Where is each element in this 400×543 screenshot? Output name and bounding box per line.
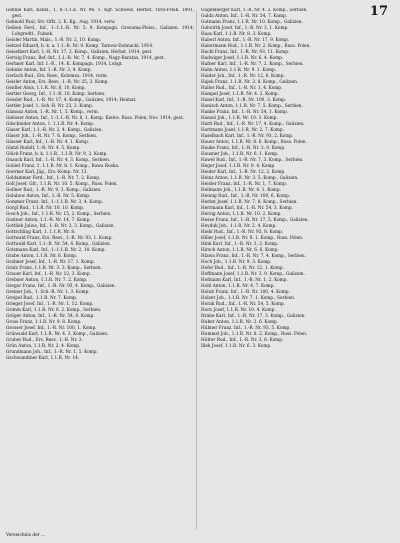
list-item: Gross Franz, 1.1.R. Nr. 9. 8. Komp. <box>6 320 82 325</box>
list-item: Glasser Karl, Inf., 1.-R. Nr. 4. 1. Komp. <box>6 140 90 145</box>
list-item: Grosser Josef, Inf., 1.-R. Nr. 100, 1. Komp. <box>6 326 97 331</box>
list-item: Gehnold Paul, Stv.-Offz. 2. K. Kg., Aug. 1914, verw. <box>6 20 116 25</box>
list-item: Grünwald Karl, 1.1.R. Nr. 4. 3. Komp., Galizien. <box>6 332 109 337</box>
list-item: Hennig Rud., Inf., 1.-R. Nr. 100, 6. Komp. <box>201 194 291 199</box>
list-item: Goerner Karl, Jäg., Ers.-Komp. Nr. 13. <box>6 170 88 175</box>
list-item: Gottschling Karl, 1. 1.1.R. Nr. 8. <box>6 230 76 235</box>
list-item: Gerhner Karl, Inf. 1.-R., 14. K. Kompagn. 1914, Lobgr. <box>6 62 123 67</box>
list-item: Gieloser Anton, Inf., 1.-1.1.-R. Nr. 8, 1. Komp. Kielce. Russ. Polen, Nov. 1914, gest. <box>6 116 184 121</box>
list-item: Gollner Rud., 1.-R. Nr. 9, 3. Komp., Galizien. <box>6 188 102 193</box>
list-item: Gerwig Franz, Ref.-Inf., 1.1.-R. Nr. 7, 4. Komp., Nagy-Baratas, 1914, gest. <box>6 56 165 61</box>
list-item: Hansel Joh., 1.1.R. Nr. 10. 3. Komp. <box>201 116 278 121</box>
list-item: Hrabe Karl, Inf., 1.-R. Nr. 17, 3. Komp., Galizien. <box>201 314 306 319</box>
list-item: Hajek Franz, 1.1.R. Nr. 3. 8. Komp., Galizien. <box>201 80 299 85</box>
list-item: Gommer Franz, Inf., 1.-1.1.R. Nr. 3, 4. Komp. <box>6 200 104 205</box>
list-item: Grabe Anton, 1.1.R. Nr. 6. Komp. <box>6 254 78 259</box>
list-item: Herbst Josef, 1.1.R. Nr. 7. 8. Komp., Serbien. <box>201 200 298 205</box>
list-item: Gschwandtner Karl, 1.1.R. Nr. 14. <box>6 356 80 361</box>
list-item: Gottlieb Julius, Inf., 1.-R. Nr. 3, 3. Komp., Galizien. <box>6 224 115 229</box>
list-item: Heisler Franz, Inf., 1.-R. Nr. 1, 7. Komp. <box>201 182 288 187</box>
list-item: Haller Rud., Inf., 1.-R. Nr. 1, 4. Komp. <box>201 86 283 91</box>
list-item: Hellmann Joh., 1.1.R. Nr. 4. 1. Komp. <box>201 188 281 193</box>
list-item: Greipel Rud., 1.1.R. Nr. 7. Komp. <box>6 296 78 301</box>
list-item: Grieger Josef, Inf., 1.-R. Nr. 1, 12. Komp. <box>6 302 94 307</box>
list-item: Haas Karl, 1.1.R. Nr. 8. 3. Komp. <box>201 32 272 37</box>
list-item: Haselbach Karl, Inf., 1.-R. Nr. 93, 2. Komp. <box>201 134 294 139</box>
list-item: Gregor Franz, Inf., 1.-R. Nr. 93, 4. Komp., Galizien. <box>6 284 116 289</box>
list-item: Hiebl Rud., Inf., 1.-R. Nr. 93, 8. Komp. <box>201 230 284 235</box>
list-item: Haberl Anton, Inf., 1.-R. Nr. 17, 9. Komp. <box>201 38 290 43</box>
footnote: Verzeichnis der ... <box>6 533 46 538</box>
list-item: Gertler Georg, Inf., 1.1.-R. 10. Komp. Serbien. <box>6 92 106 97</box>
list-item: Goldammer Ferd., Inf., 1.-R. Nr. 7, 2. Komp. <box>6 176 101 181</box>
list-item: Grün Anton, 1.1.R. Nr. 2. 4. Komp. <box>6 344 81 349</box>
list-item: Hesse Franz, Inf., 1.-R. Nr. 17, 5. Komp., Galizien. <box>201 218 309 223</box>
list-item: Heider Karl, Inf., 1.-R. Nr. 12, 2. Komp. <box>201 170 286 175</box>
list-item: Gottwald Karl, 1.1.-R. Nr. 54, 4. Komp., Galizien. <box>6 242 111 247</box>
list-item: Hartmann Josef, 1.1.R. Nr. 2. 7. Komp. <box>201 128 284 133</box>
list-item: Hirsch Anton, 1.1.R. Nr. 6. 6. Komp. <box>201 248 279 253</box>
list-item: Hofer Rud., Inf., 1.-R. Nr. 12, 1. Komp. <box>201 266 284 271</box>
list-item: Huber Anton, 1.1.R. Nr. 2. 6. Komp. <box>201 320 279 325</box>
list-item: Gehnle Karl, Kanzl., 1. 8.-1.1.E. Nr. 96. 1. Kgr. Schweiz, Herbst. Tirol-Freib. 1891, gest. <box>6 8 194 19</box>
list-item: Hanisch Anton, 1.1.R. Nr. 7. 5. Komp., Serbien. <box>201 104 303 109</box>
list-item: Geiben Ferd., Inf., 1.-1.1.-R. Nr. 5. 9. Kompagn. Grosuma-Pleiss., Galizien. 1914; Lobgredtl., Fulnek. <box>6 26 194 37</box>
list-item: Grabner Josef, Inf., 1.-R. Nr. 17, 1. Komp. <box>6 260 95 265</box>
list-item: Hoffmann Josef, 1.1.R. Nr. 3. 9. Komp., Galizien. <box>201 272 305 277</box>
list-item: Gulda Anton, Inf., 1.-R. Nr. 54, 7. Komp. <box>201 14 288 19</box>
list-item: Glück Franz, b. k. 1.1.R., 1.1.R. Nr. 9, 2. Komp. <box>6 152 108 157</box>
list-item: Hackl Franz, Inf., 1.-R. Nr. 93, 11. Komp. <box>201 50 290 55</box>
list-item: Hütter Rud., Inf., 1.-R. Nr. 3, 6. Komp. <box>201 338 284 343</box>
list-item: Glatzl Rudolf, 1.-R. Nr. 4. 5. Komp. <box>6 146 81 151</box>
list-item: Gosch Joh., Inf., 1.1.R. Nr. 15, 2. Komp., Serbien. <box>6 212 112 217</box>
list-item: Hampel Josef, 1.1.R. Nr. 4. 2. Komp. <box>201 92 279 97</box>
list-item: Gilschnider Anton, 1. 1.1.R. Nr. 4. Komp. <box>6 122 95 127</box>
list-item: Gorgl Rud., 1.1.R. Nr. 10. 10. Komp. <box>6 206 85 211</box>
list-item: Horn Josef, 1.1.R. Nr. 10. 4. Komp. <box>201 308 276 313</box>
list-item: Illek Josef, 1.1.R. Nr. 6. 3. Komp. <box>201 344 272 349</box>
list-item: Goll Josef, Gfr., 1.1.R. Nr. 10. 5. Komp., Russ. Polen. <box>6 182 118 187</box>
list-item: Glaser Joh., 1.-R. Nr. 7. 6. Komp., Serbien. <box>6 134 98 139</box>
list-item: Gutwirth Josef, Inf., 1.-R. Nr. 3, 1. Komp. <box>201 26 289 31</box>
list-item: Hauer Anton, 1.1.R. Nr. 8. 6. Komp., Russ. Polen. <box>201 140 307 145</box>
list-item: Gerlach Rud., Ers. Resv., Kolomea, 1914, verm. <box>6 74 109 79</box>
list-item: Geidler Alois, 1.1.R. Nr. 8, 10. Komp. <box>6 86 86 91</box>
list-item: Gettler Josef, 1. Sch.-R. Nr. 23, 2. Komp. <box>6 104 94 109</box>
list-item: Hoch Joh., 1.1.R. Nr. 9. 3. Komp. <box>201 260 272 265</box>
list-item: Geisler Anton, Ers. Resv., 1.-R. Nr. 25, 3. Komp. <box>6 80 109 85</box>
list-item: Holzer Joh., 1.1.R. Nr. 7. 1. Komp., Serbien. <box>201 296 296 301</box>
list-item: Grauer Karl, Inf., 1.-R. Nr. 12, 3. Komp. <box>6 272 91 277</box>
list-item: Hanel Karl, Inf., 1.-R. Nr. 100, 3. Komp. <box>201 98 287 103</box>
list-item: Grimm Karl, 1.1.R. Nr. 8. 2. Komp., Serbien. <box>6 308 102 313</box>
list-item: Heyduk Joh., 1.1.R. Nr. 2. 4. Komp. <box>201 224 277 229</box>
list-item: Hadwiger Josef, 1.1.R. Nr. 6. 4. Komp. <box>201 56 284 61</box>
left-column <box>6 8 194 538</box>
list-item: Hafner Karl, Inf., 1.-R. Nr. 7, 2. Komp., Serbien. <box>201 62 304 67</box>
list-item: Herzig Anton, 1.1.R. Nr. 10. 2. Komp. <box>201 212 282 217</box>
list-item: Gotzmann Karl, Inf., 1.-1.1.R. Nr. 2, 10. Komp. <box>6 248 106 253</box>
list-item: Hauke Franz, Inf., 1.-R. Nr. 3, 9. Komp. <box>201 146 286 151</box>
list-item: Gutmann Franz, 1.1.R. Nr. 10. Komp., Galizien. <box>201 20 303 25</box>
list-item: Heinz Anton, 1.1.R. Nr. 3. 5. Komp., Galizien. <box>201 176 299 181</box>
list-item: Gottwald Franz, Ers. Resv., 1.-R. Nr. 93, 1. Komp. <box>6 236 113 241</box>
right-column <box>201 8 389 538</box>
list-item: Haider Joh., Inf., 1.-R. Nr. 12, 6. Komp. <box>201 74 285 79</box>
list-item: Gostner Anton, 1.1.-R. Nr. 14, 7. Komp. <box>6 218 91 223</box>
list-item: Gessler Rud., 1.-R. Nr. 17, 4. Komp., Galizien, 1914; Heimat. <box>6 98 137 103</box>
list-item: Hahn Anton, 1.1.R. Nr. 9. 1. Komp. <box>201 68 277 73</box>
list-item: Gröger Anton, Inf., 1.-R. Nr. 54, 6. Komp. <box>6 314 95 319</box>
list-item: Hohl Anton, 1.1.R. Nr. 4. 7. Komp. <box>201 284 275 289</box>
list-item: Hofmann Karl, Inf., 1.-R. Nr. 1, 2. Komp. <box>201 278 288 283</box>
list-item: Gobiet Franz, 1. 1.1.R. Nr. 8. 1. Komp., Rawa Ruska. <box>6 164 120 169</box>
list-item: Greiner Joh., 1. Sch.-R. Nr. 1, 3. Komp. <box>6 290 90 295</box>
list-item: Holub Franz, Inf., 1.-R. Nr. 100, 4. Komp. <box>201 290 290 295</box>
list-item: Hlawa Franz, Inf., 1.-R. Nr. 7, 4. Komp., Serbien. <box>201 254 306 259</box>
list-item: Grundmann Joh., Inf., 1.-R. Nr. 1, 5. Komp. <box>6 350 98 355</box>
list-item: Grebner Anton, 1.1.R. Nr. 7. 2. Komp. <box>6 278 88 283</box>
list-item: Gnauck Karl, Inf., 1.-R. Nr. 4, 3. Komp., Serbien. <box>6 158 111 163</box>
page-number: 17 <box>369 4 388 19</box>
list-item: Gehnke Anton, Inf. 1.-R. Nr. 3, 4. Komp. <box>6 68 92 73</box>
list-item: Golubow Anton, Inf., 1.-R. Nr. 5. Komp. <box>6 194 91 199</box>
list-item: Gratz Franz, 1.1.R. Nr. 3. 3. Komp., Serbien. <box>6 266 102 271</box>
column-divider <box>196 10 197 530</box>
list-item: Glaser Karl, 1.1.-R. Nr. 2, 4. Komp., Galizien. <box>6 128 103 133</box>
list-item: Gugenberger Karl, 1.-R. Nr. 4. 2. Komp., Serbien. <box>201 8 308 13</box>
list-item: Hartl Rud., Inf., 1.-R. Nr. 17, 4. Komp., Galizien. <box>201 122 305 127</box>
list-item: Horak Rud., Inf., 1.-R. Nr. 54, 5. Komp. <box>201 302 285 307</box>
list-item: Gruber Rud., Ers. Resv., 1.-R. Nr. 3. <box>6 338 83 343</box>
list-item: Hiller Josef, 1.1.R. Nr. 8. 1. Komp., Russ. Polen. <box>201 236 304 241</box>
list-item: Herrmann Karl, Inf., 1.-R. Nr. 54, 3. Komp. <box>201 206 293 211</box>
list-item: Hausner Joh., 1.1.R. Nr. 6. 1. Komp. <box>201 152 279 157</box>
list-item: Geisler Martin, Mais., 1.-R. Nr. 2, 10. Komp. <box>6 38 102 43</box>
list-item: Heger Josef, 1.1.R. Nr. 9. 4. Komp. <box>201 164 276 169</box>
list-item: Hawel Rud., Inf., 1.-R. Nr. 7, 3. Komp., Serbien. <box>201 158 304 163</box>
list-item: Hummel Joh., 1.1.R. Nr. 8. 2. Komp., Russ. Polen. <box>201 332 308 337</box>
list-item: Hanke Franz, Inf., 1.-R. Nr. 54, 1. Komp. <box>201 110 289 115</box>
list-item: Habermann Rud., 1.1.R. Nr. 2. Komp., Russ. Polen. <box>201 44 311 49</box>
list-item: Hink Karl, Inf., 1.-R. Nr. 3, 2. Komp. <box>201 242 279 247</box>
list-item: Hübner Franz, Inf., 1.-R. Nr. 93, 5. Komp. <box>201 326 291 331</box>
list-item: Geitzel Eduard, b. k. a. 1.1.-R. Nr. 9. Komp. Tarnow-Dohnacki. 1914. <box>6 44 154 49</box>
list-item: Geiselbert Karl, 1.-R. Nr. 17, 2. Komp., Galizien, Herbst. 1914, gest. <box>6 50 153 55</box>
list-item: Gianusz Anton, 1.-R. Nr. 1, 5. Komp., verm. <box>6 110 99 115</box>
